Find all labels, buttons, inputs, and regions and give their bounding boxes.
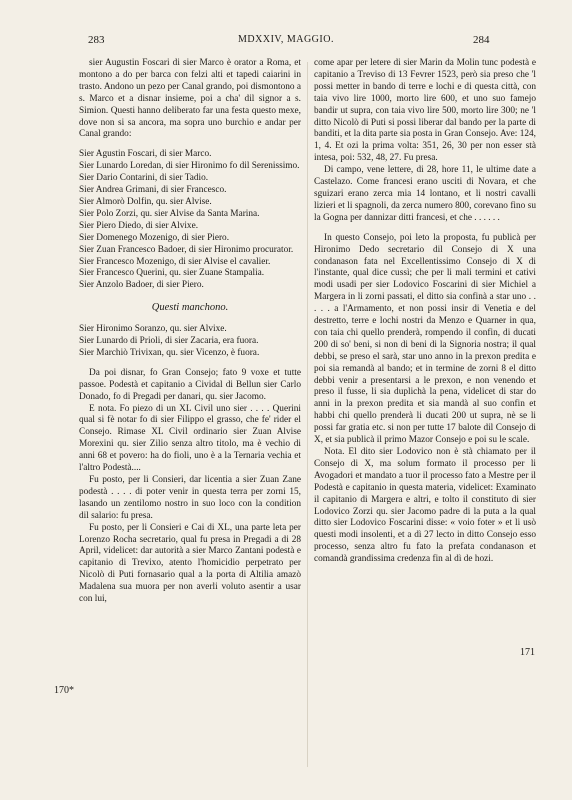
right-page-number: 284 <box>473 34 490 46</box>
right-column-paragraph: come apar per letere di sier Marin da Molin tunc podestà e capitanio a Treviso di 13 Fevrer 1523, però sia preso che 'l possi metter in bando di terre e lochi e di questa città, con taia vivo lire 1000, morto lire 600, et uno suo famejo bandir ut supra, con taia vivo lire 500, morto lire 300; ne 'l ditto Nicolò di Puti si possi liberar dal bando per la parte di banditi, et la dita parte sia posta in Gran Consejo. Ave: 124, 1, 4. Et ozi la prima volta: 351, 26, 30 per non esser stà intesa, poi: 532, 48, 27. Fu presa. <box>314 58 536 164</box>
section-heading: Questi manchono. <box>151 302 229 314</box>
name-list-entry: Sier Polo Zorzi, qu. sier Alvise da Santa Marina. <box>79 208 260 219</box>
column-divider <box>307 62 308 767</box>
paragraph-spacer <box>79 292 301 300</box>
name-list-entry: Sier Piero Diedo, di sier Alvixe. <box>79 220 199 231</box>
name-list-entry: Sier Almorò Dolfin, qu. sier Alvise. <box>79 196 212 207</box>
name-list-entry: Sier Lunardo di Prioli, di sier Zacaria, era fuora. <box>79 336 259 347</box>
name-list-entry: Sier Hironimo Soranzo, qu. sier Alvixe. <box>79 324 227 335</box>
name-list-entry: Sier Francesco Mozenigo, di sier Alvise el cavalier. <box>79 256 271 267</box>
left-page-number: 283 <box>88 34 105 46</box>
right-text-column <box>314 58 536 566</box>
name-list-entry: Sier Domenego Mozenigo, di sier Piero. <box>79 232 230 243</box>
running-head-title: MDXXIV, MAGGIO. <box>238 34 334 45</box>
right-column-paragraph: In questo Consejo, poi leto la proposta, fu publicà per Hironimo Dedo secretario dil Consejo di X una condanason fata nel Excellentissimo Consejo di X di l'instante, qual dice cussì; che per li mali termini et cativi modi usadi per sier Lodovico Foscarini di sier Michiel a Margera in li zorni passati, el ditto sia confinà a star uno . . . . . a l'Armamento, et non possi insir di Venetia e del destretto, terre e lochi nostri da Menzo e Quarner in qua, con taia chi quello prenderà, rompendo il confin, di ducati 200 di so' beni, si non di beni di la Signoria nostra; il qual debbi, se preso el sarà, star uno anno in la prexon predita e poi sia remandà al bando; et in termine de zorni 8 el ditto debbi venir a presentarsi a le prexon, e non venendo et preso il fusse, li sia duplichà la pena, videlicet di star do anni in la prexon predita et sia mandà al suo confin et habbi chi quello prenderà li ducati 200 ut supra, nè se li possi far gratia etc. si non per tutte 17 balote dil Consejo di X, et sia publicà il primo Mazor Consejo e poi su le scale. <box>314 232 536 446</box>
left-text-column <box>79 58 301 606</box>
name-list-entry: Sier Zuan Francesco Badoer, di sier Hironimo procurator. <box>79 244 294 255</box>
running-header <box>0 34 572 50</box>
left-column-paragraph: sier Augustin Foscari di sier Marco è orator a Roma, et montono a do per barca con felzi alti et tapedi caiarini in trasto. Andono un pezo per Canal grando, poi dismontono a s. Marco et a disnar insieme, poi a cha' dil signor a s. Simion. Questi hanno deliberato far una festa questo mexe, dove non si sa ancora, ma sopra uno burchio e andar per Canal grando: <box>79 58 301 140</box>
name-list-entry: Sier Marchiò Trivixan, qu. sier Vicenzo, è fuora. <box>79 347 260 358</box>
name-list-entry: Sier Lunardo Loredan, di sier Hironimo fo dil Serenissimo. <box>79 161 300 172</box>
paragraph-spacer <box>79 316 301 324</box>
paragraph-spacer <box>79 360 301 368</box>
right-column-paragraph: Nota. El dito sier Lodovico non è stà chiamato per il Consejo di X, ma solum formato il processo per li Avogadori et mandato a tuor il processo fato a Mestre per il Podestà e capitanio in questa materia, videlicet: Examinato il capitanio di Margera e altri, e tolto il constituto di sier Lodovico Zorzi qu. sier Jacomo padre di la puta a la qual ditto sier Lodovico Foscarini disse: « voio foter » et li usò questi modi insolenti, et a dì 27 lecto in ditto Consejo esso processo, senza altro fu fato la prefata condanason et comandà grandissima credenza fin al dì de hozi. <box>314 447 536 565</box>
name-list-entry: Sier Agustin Foscari, di sier Marco. <box>79 149 212 160</box>
name-list-entry: Sier Dario Contarini, di sier Tadio. <box>79 173 209 184</box>
right-column-paragraph: Di campo, vene lettere, di 28, hore 11, le ultime date a Castelazo. Come francesi erano usciti di Novara, et che sguizari erano zerca mia 14 lontano, et li nostri cavalli lizieri et li spagnoli, da zerca numero 800, corevano fino su la Gogna per dannizar ditti francesi, et che . . . . . . <box>314 165 536 223</box>
right-margin-note: 171 <box>520 647 535 658</box>
left-column-paragraph: Da poi disnar, fo Gran Consejo; fato 9 voxe et tutte passoe. Podestà et capitanio a Cividal di Bellun sier Carlo Donado, fo di Pregadi per danari, qu. sier Jacomo. <box>79 367 301 402</box>
name-list-entry: Sier Anzolo Badoer, di sier Piero. <box>79 280 204 291</box>
name-list-entry: Sier Francesco Querini, qu. sier Zuane Stampalia. <box>79 268 265 279</box>
left-column-paragraph: E nota. Fo piezo di un XL Civil uno sier . . . . Querini qual si fè notar fo di sier Filippo el grasso, che fe' rider el Consejo. Rimase XL Civil ordinario sier Zuan Alvise Morexini qu. sier Zilio senza altro titolo, ma è vechio di anni 68 et povero: ha do fioli, uno è a la Ternaria vechia et l'altro Podestà.... <box>79 403 301 474</box>
paragraph-spacer <box>79 141 301 149</box>
name-list-entry: Sier Andrea Grimani, di sier Francesco. <box>79 185 227 196</box>
paragraph-spacer <box>314 225 536 233</box>
left-column-paragraph: Fu posto, per li Consieri, dar licentia a sier Zuan Zane podestà . . . . di poter venir in questa terra per zorni 15, lasando un zentilomo nostro in suo loco con la condition dil salario: fu presa. <box>79 475 301 521</box>
left-column-paragraph: Fu posto, per li Consieri e Cai di XL, una parte leta per Lorenzo Rocha secretario, qual fu presa in Pregadi a di 28 April, videlicet: dar autorità a sier Marco Zantani podestà e capitanio di Trevixo, atento l'homicidio perpetrato per Nicolò di Puti fornasario qual a la porta di Altilia amazò Madalena sua muora per non averli voluto asentir a usar con lui, <box>79 522 301 605</box>
left-margin-note: 170* <box>54 685 74 696</box>
